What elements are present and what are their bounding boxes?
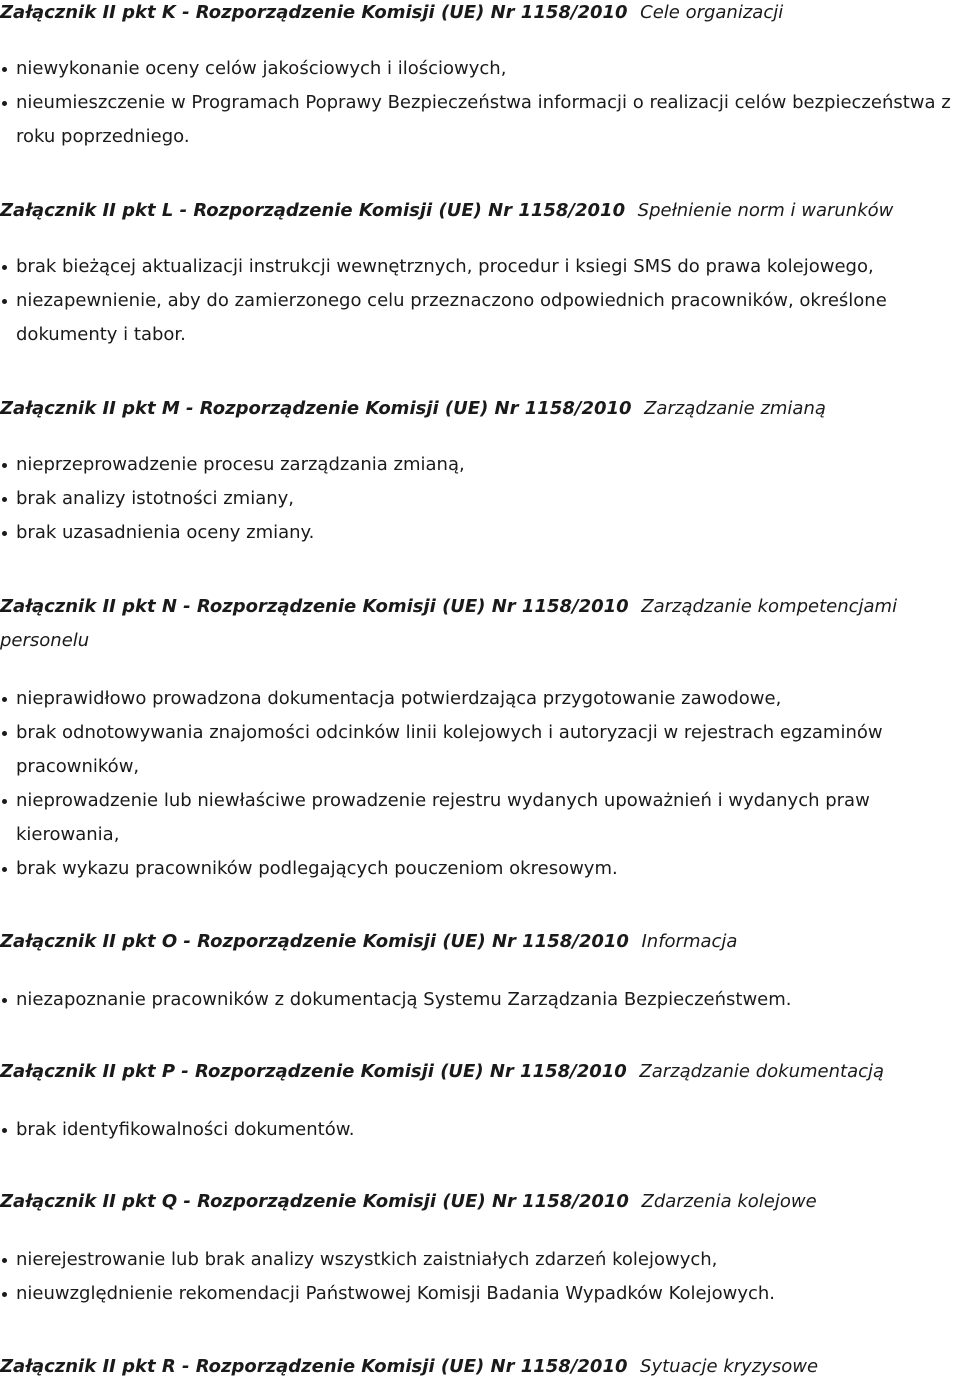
finding-list <box>0 1113 960 1147</box>
section-heading <box>0 1185 960 1219</box>
finding-list <box>0 52 960 154</box>
section-p <box>0 1055 960 1140</box>
list-item: niewykonanie oceny celów jakościowych i ilościowych, <box>0 52 960 86</box>
section-n <box>0 590 960 879</box>
list-item: brak wykazu pracowników podlegających pouczeniom okresowym. <box>0 852 960 886</box>
list-item: nieumieszczenie w Programach Poprawy Bezpieczeństwa informacji o realizacji celów bezpieczeństwa z roku poprzedniego. <box>0 86 960 154</box>
section-q <box>0 1185 960 1304</box>
list-item: nierejestrowanie lub brak analizy wszystkich zaistniałych zdarzeń kolejowych, <box>0 1243 960 1277</box>
list-item: nieprowadzenie lub niewłaściwe prowadzenie rejestru wydanych upoważnień i wydanych praw kierowania, <box>0 784 960 852</box>
section-topic: Cele organizacji <box>640 2 784 23</box>
finding-list <box>0 983 960 1017</box>
regulation-reference: Załącznik II pkt R - Rozporządzenie Komisji (UE) Nr 1158/2010 <box>0 1356 628 1377</box>
section-topic: Informacja <box>641 931 738 952</box>
list-item: brak uzasadnienia oceny zmiany. <box>0 516 960 550</box>
list-item: brak bieżącej aktualizacji instrukcji wewnętrznych, procedur i ksiegi SMS do prawa kolejowego, <box>0 250 960 284</box>
list-item: nieprawidłowo prowadzona dokumentacja potwierdzająca przygotowanie zawodowe, <box>0 682 960 716</box>
section-topic: Spełnienie norm i warunków <box>637 200 894 221</box>
list-item: niezapewnienie, aby do zamierzonego celu przeznaczono odpowiednich pracowników, określone dokumenty i tabor. <box>0 284 960 352</box>
section-heading <box>0 0 960 30</box>
section-r <box>0 1350 960 1384</box>
list-item: brak identyfikowalności dokumentów. <box>0 1113 960 1147</box>
section-heading <box>0 392 960 426</box>
section-heading <box>0 1350 960 1384</box>
finding-list <box>0 250 960 352</box>
section-heading <box>0 194 960 228</box>
finding-list <box>0 448 960 550</box>
section-m <box>0 392 960 543</box>
section-l <box>0 194 960 345</box>
section-topic: Zarządzanie dokumentacją <box>639 1061 885 1082</box>
section-topic: Sytuacje kryzysowe <box>640 1356 819 1377</box>
list-item: brak analizy istotności zmiany, <box>0 482 960 516</box>
finding-list <box>0 682 960 886</box>
list-item: brak odnotowywania znajomości odcinków linii kolejowych i autoryzacji w rejestrach egzaminów pracowników, <box>0 716 960 784</box>
section-topic: Zdarzenia kolejowe <box>641 1191 817 1212</box>
list-item: nieuwzględnienie rekomendacji Państwowej Komisji Badania Wypadków Kolejowych. <box>0 1277 960 1311</box>
regulation-reference: Załącznik II pkt O - Rozporządzenie Komisji (UE) Nr 1158/2010 <box>0 931 629 952</box>
regulation-reference: Załącznik II pkt P - Rozporządzenie Komisji (UE) Nr 1158/2010 <box>0 1061 627 1082</box>
finding-list <box>0 1243 960 1311</box>
section-topic: Zarządzanie zmianą <box>644 398 826 419</box>
regulation-reference: Załącznik II pkt M - Rozporządzenie Komisji (UE) Nr 1158/2010 <box>0 398 632 419</box>
regulation-reference: Załącznik II pkt L - Rozporządzenie Komisji (UE) Nr 1158/2010 <box>0 200 626 221</box>
section-k <box>0 0 960 147</box>
section-o <box>0 925 960 1010</box>
regulation-reference: Załącznik II pkt K - Rozporządzenie Komisji (UE) Nr 1158/2010 <box>0 2 628 23</box>
list-item: niezapoznanie pracowników z dokumentacją Systemu Zarządzania Bezpieczeństwem. <box>0 983 960 1017</box>
list-item: nieprzeprowadzenie procesu zarządzania zmianą, <box>0 448 960 482</box>
regulation-reference: Załącznik II pkt N - Rozporządzenie Komisji (UE) Nr 1158/2010 <box>0 596 629 617</box>
regulation-reference: Załącznik II pkt Q - Rozporządzenie Komisji (UE) Nr 1158/2010 <box>0 1191 629 1212</box>
section-topic: Zarządzanie kompetencjami personelu <box>0 596 898 651</box>
section-heading <box>0 925 960 959</box>
section-heading <box>0 590 960 658</box>
section-heading <box>0 1055 960 1089</box>
